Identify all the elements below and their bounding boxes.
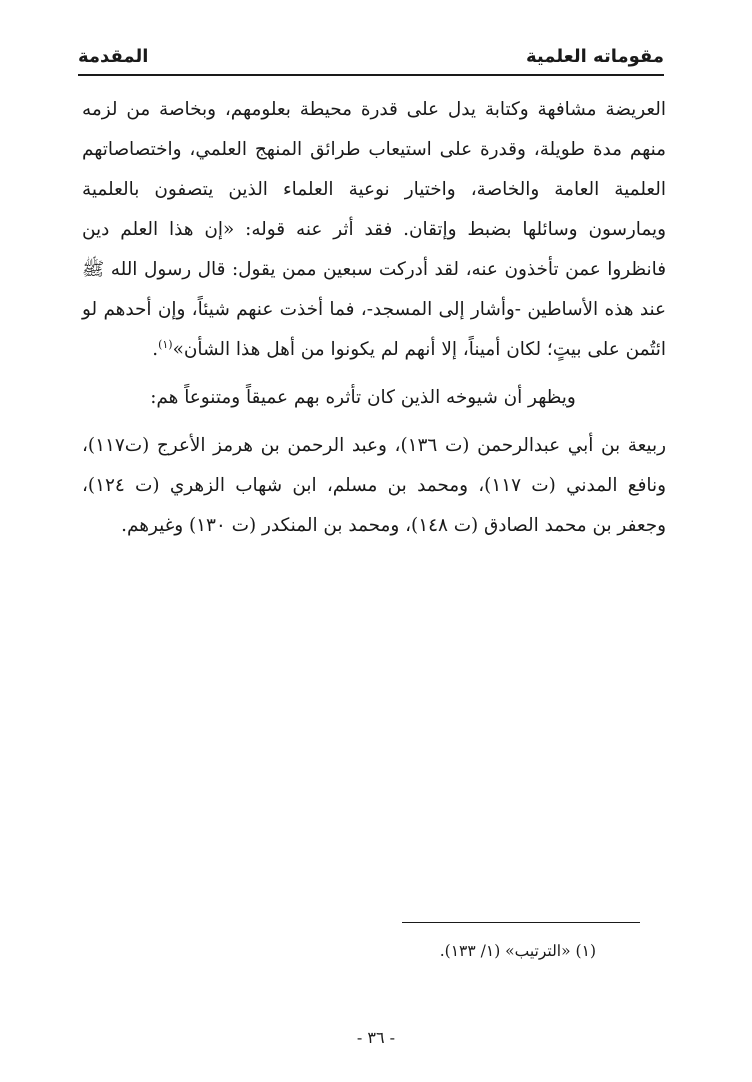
footnote-1: [176, 938, 596, 964]
header-section: المقدمة: [78, 46, 149, 67]
page-number: - ٣٦ -: [356, 1028, 396, 1047]
paragraph-1-end: .: [152, 339, 159, 360]
footnote-text: «الترتيب» (١/ ١٣٣).: [439, 942, 571, 960]
paragraph-1: [82, 90, 666, 370]
footnote-divider: [402, 922, 640, 923]
paragraph-2: ويظهر أن شيوخه الذين كان تأثره بهم عميقاً ومتنوعاً هم:: [150, 387, 576, 408]
footnote-number: (١): [575, 942, 596, 960]
main-text: [82, 90, 666, 546]
running-header: [78, 44, 664, 76]
paragraph-3: ربيعة بن أبي عبدالرحمن (ت ١٣٦)، وعبد الرحمن بن هرمز الأعرج (ت١١٧)، ونافع المدني (ت ١١٧)، ومحمد بن مسلم، ابن شهاب الزهري (ت ١٢٤)، وجعفر بن محمد الصادق (ت ١٤٨)، ومحمد بن المنكدر (ت ١٣٠) وغيرهم.: [82, 435, 666, 536]
header-title: مقوماته العلمية: [526, 46, 664, 67]
paragraph-1-text: العريضة مشافهة وكتابة يدل على قدرة محيطة بعلومهم، وبخاصة من لزمه منهم مدة طويلة، وقدرة على استيعاب طرائق المنهج العلمي، واختصاصاتهم العلمية العامة والخاصة، واختيار نوعية العلماء الذين يتصفون بالعلمية ويمارسون وسائلها بضبط وإتقان. فقد أثر عنه قوله: «إن هذا العلم دين فانظروا عمن تأخذون عنه، لقد أدركت سبعين ممن يقول: قال رسول الله ﷺ عند هذه الأساطين -وأشار إلى المسجد-، فما أخذت عنهم شيئاً، وإن أحدهم لو ائتُمن على بيتٍ؛ لكان أميناً، إلا أنهم لم يكونوا من أهل هذا الشأن»: [82, 99, 666, 360]
footnote-ref-1[interactable]: (١): [158, 337, 173, 351]
